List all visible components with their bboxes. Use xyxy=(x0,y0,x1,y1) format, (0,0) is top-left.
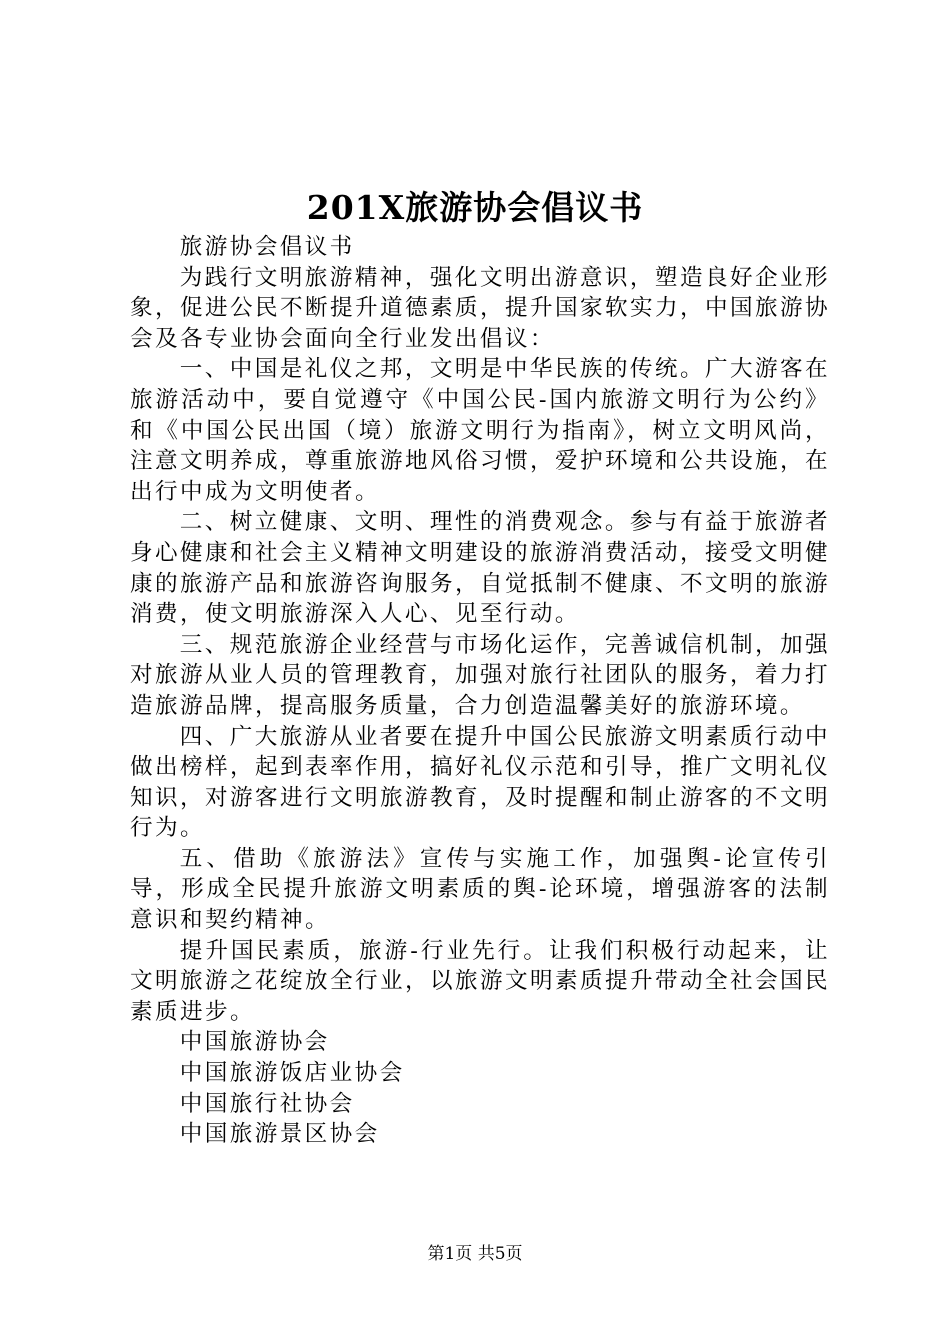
paragraph-heading: 旅游协会倡议书 xyxy=(179,234,355,260)
signatory-2: 中国旅游饭店业协会 xyxy=(179,1060,405,1087)
document-body xyxy=(130,232,830,1150)
paragraph-closing: 提升国民素质，旅游-行业先行。让我们积极行动起来，让文明旅游之花绽放全行业，以旅游文明素质提升带动全社会国民素质进步。 xyxy=(130,937,830,1025)
paragraph-item-4: 四、广大旅游从业者要在提升中国公民旅游文明素质行动中做出榜样，起到表率作用，搞好礼仪示范和引导，推广文明礼仪知识，对游客进行文明旅游教育，及时提醒和制止游客的不文明行为。 xyxy=(130,723,830,842)
signatory-4: 中国旅游景区协会 xyxy=(179,1121,380,1148)
paragraph-item-3: 三、规范旅游企业经营与市场化运作，完善诚信机制，加强对旅游从业人员的管理教育，加强对旅行社团队的服务，着力打造旅游品牌，提高服务质量，合力创造温馨美好的旅游环境。 xyxy=(130,631,830,719)
document-title: 201X旅游协会倡议书 xyxy=(306,188,644,227)
signatory-3: 中国旅行社协会 xyxy=(179,1090,355,1117)
paragraph-item-5: 五、借助《旅游法》宣传与实施工作，加强舆-论宣传引导，形成全民提升旅游文明素质的舆-论环境，增强游客的法制意识和契约精神。 xyxy=(130,845,830,934)
page-number-footer: 第1页 共5页 xyxy=(427,1244,523,1264)
signatory-1: 中国旅游协会 xyxy=(179,1029,330,1056)
paragraph-item-1: 一、中国是礼仪之邦，文明是中华民族的传统。广大游客在旅游活动中，要自觉遵守《中国公民-国内旅游文明行为公约》和《中国公民出国（境）旅游文明行为指南》，树立文明风尚，注意文明养成，尊重旅游地风俗习惯，爱护环境和公共设施，在出行中成为文明使者。 xyxy=(130,356,830,505)
paragraph-intro: 为践行文明旅游精神，强化文明出游意识，塑造良好企业形象，促进公民不断提升道德素质，提升国家软实力，中国旅游协会及各专业协会面向全行业发出倡议： xyxy=(130,264,830,352)
paragraph-item-2: 二、树立健康、文明、理性的消费观念。参与有益于旅游者身心健康和社会主义精神文明建设的旅游消费活动，接受文明健康的旅游产品和旅游咨询服务，自觉抵制不健康、不文明的旅游消费，使文明旅游深入人心、见至行动。 xyxy=(130,509,830,628)
